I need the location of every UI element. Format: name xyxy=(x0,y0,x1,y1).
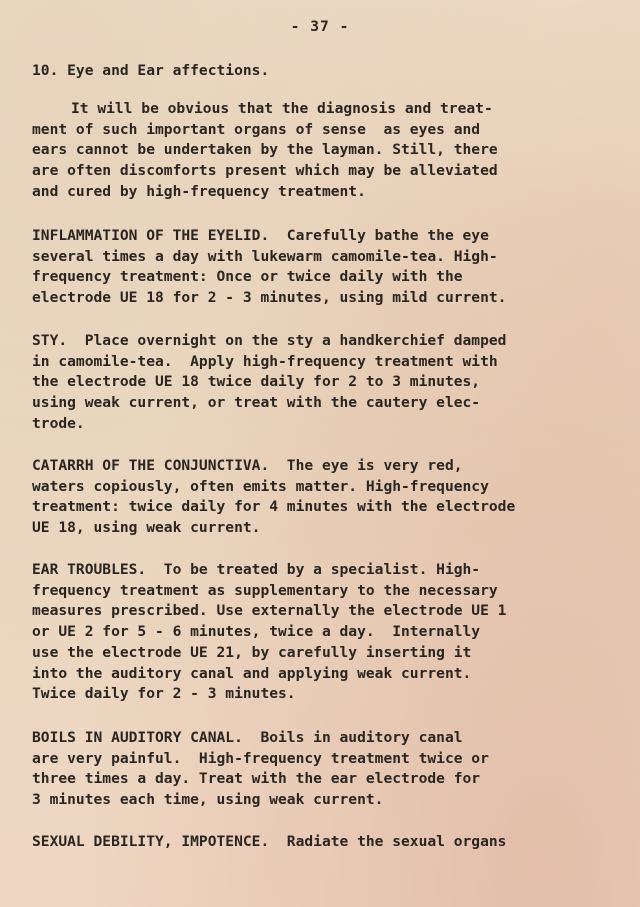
text-line: three times a day. Treat with the ear electrode for xyxy=(32,770,481,788)
text-line: SEXUAL DEBILITY, IMPOTENCE. Radiate the sexual organs xyxy=(32,833,507,850)
text-line: INFLAMMATION OF THE EYELID. Carefully bathe the eye xyxy=(32,227,489,244)
text-line: electrode UE 18 for 2 - 3 minutes, using mild current. xyxy=(32,289,507,307)
page-number: - 37 - xyxy=(290,18,350,35)
text-line: using weak current, or treat with the cautery elec- xyxy=(32,394,481,412)
text-line: the electrode UE 18 twice daily for 2 to 3 minutes, xyxy=(32,373,481,391)
text-line: trode. xyxy=(32,414,85,432)
text-line: in camomile-tea. Apply high-frequency treatment with xyxy=(32,352,498,370)
text-line: 3 minutes each time, using weak current. xyxy=(32,791,384,809)
text-line: waters copiously, often emits matter. High-frequency xyxy=(32,477,489,495)
text-line: treatment: twice daily for 4 minutes with the electrode xyxy=(32,498,516,516)
paragraph-catarrh xyxy=(32,456,612,539)
text-line: ears cannot be undertaken by the layman. Still, there xyxy=(32,141,498,159)
text-line: It will be obvious that the diagnosis and treat- xyxy=(71,100,493,117)
text-line: into the auditory canal and applying weak current. xyxy=(32,664,472,682)
text-line: EAR TROUBLES. To be treated by a specialist. High- xyxy=(32,561,481,578)
paragraph-ear-troubles xyxy=(32,560,612,705)
paragraph-sexual-debility xyxy=(32,832,612,853)
paragraph-sty xyxy=(32,331,612,435)
text-line: frequency treatment: Once or twice daily with the xyxy=(32,268,463,286)
paragraph-intro xyxy=(32,99,612,203)
text-line: Twice daily for 2 - 3 minutes. xyxy=(32,685,296,703)
text-line: CATARRH OF THE CONJUNCTIVA. The eye is very red, xyxy=(32,457,463,474)
text-line: use the electrode UE 21, by carefully inserting it xyxy=(32,643,472,661)
paragraph-eyelid xyxy=(32,226,612,309)
text-line: measures prescribed. Use externally the electrode UE 1 xyxy=(32,602,507,620)
text-line: or UE 2 for 5 - 6 minutes, twice a day. Internally xyxy=(32,623,481,641)
paragraph-boils xyxy=(32,728,612,811)
text-line: UE 18, using weak current. xyxy=(32,519,261,537)
text-line: are often discomforts present which may be alleviated xyxy=(32,162,498,180)
text-line: are very painful. High-frequency treatment twice or xyxy=(32,749,489,767)
section-heading: 10. Eye and Ear affections. xyxy=(32,62,270,79)
text-line: ment of such important organs of sense as eyes and xyxy=(32,120,481,138)
text-line: BOILS IN AUDITORY CANAL. Boils in auditory canal xyxy=(32,729,463,746)
text-line: STY. Place overnight on the sty a handkerchief damped xyxy=(32,332,507,349)
text-line: frequency treatment as supplementary to the necessary xyxy=(32,581,498,599)
text-line: and cured by high-frequency treatment. xyxy=(32,182,366,200)
text-line: several times a day with lukewarm camomile-tea. High- xyxy=(32,247,498,265)
